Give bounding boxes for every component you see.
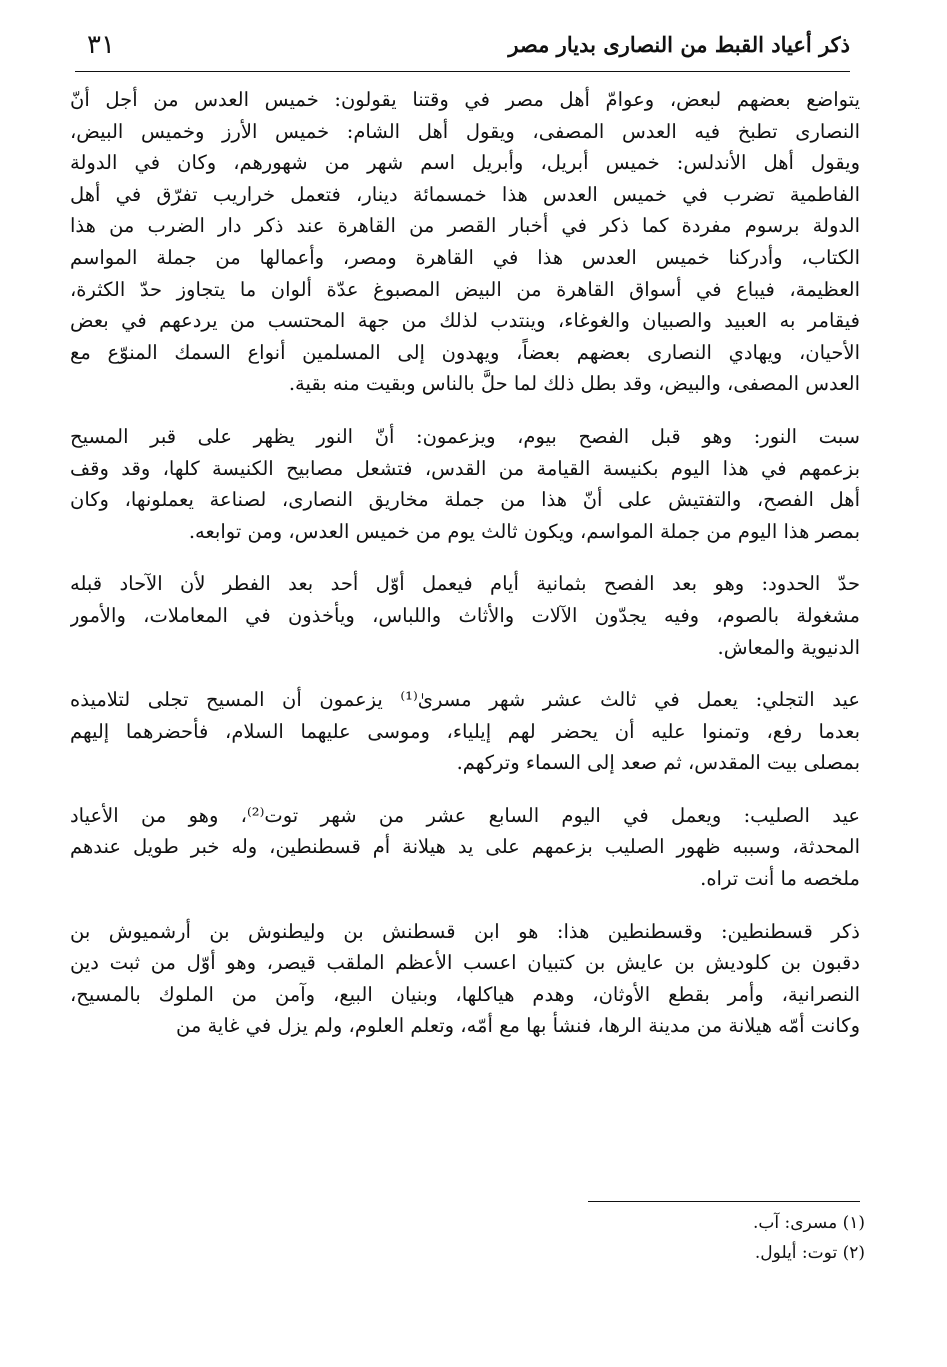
footnote: (٢) توت: أيلول. <box>754 1243 865 1263</box>
text-line: أهل الفصح، والتفتيش على أنّ هذا من جملة مخاريق النصارى، لصناعة يعملونها، وكان <box>70 488 860 512</box>
text-line: الكتاب، وأدركنا خميس العدس هذا في القاهرة ومصر، وأعمالها من جملة المواسم <box>70 245 860 269</box>
text-line: عيد التجلي: يعمل في ثالث عشر شهر مسرىٰ⁽¹⁾ يزعمون أن المسيح تجلى لتلاميذه <box>70 688 860 712</box>
footnote-rule <box>588 1201 860 1202</box>
text-line: دقبون بن كلوديش بن عايش بن كتبيان اعسب الأعظم الملقب قيصر، وهو أوّل من ثبت دين <box>70 951 860 975</box>
paragraph-gap <box>70 663 860 684</box>
paragraph-gap <box>70 400 860 421</box>
text-line: النصارى تطبخ فيه العدس المصفى، ويقول أهل الشام: خميس الأرز وخميس البيض، <box>70 119 860 143</box>
page-number: ٣١ <box>87 30 115 60</box>
text-line: فيقامر به العبيد والصبيان والغوغاء، وينتدب لذلك من جهة المحتسب من يردعهم في بعض <box>70 309 860 333</box>
text-line: بمصلى بيت المقدس، ثم صعد إلى السماء وتركهم. <box>456 751 860 775</box>
text-line: يتواضع بعضهم لبعض، وعوامّ أهل مصر في وقتنا يقولون: خميس العدس من أجل أنّ <box>70 88 860 111</box>
text-line: سبت النور: وهو قبل الفصح بيوم، ويزعمون: أنّ النور يظهر على قبر المسيح <box>70 424 860 448</box>
text-line: العدس المصفى، والبيض، وقد بطل ذلك لما حلَّ بالناس وبقيت منه بقية. <box>288 372 860 396</box>
paragraph-gap <box>70 779 860 800</box>
text-line: بزعمهم في هذا اليوم بكنيسة القيامة من القدس، فتشعل مصابيح الكنيسة كلها، وقد وقف <box>70 456 860 480</box>
text-line: ذكر قسطنطين: وقسطنطين هذا: هو ابن قسطنش بن وليطنوش بن أرشميوش بن <box>70 919 860 943</box>
text-line: المحدثة، وسببه ظهور الصليب بزعمهم على يد هيلانة أم قسطنطين، وله خبر طويل عندهم <box>70 835 860 859</box>
paragraph <box>70 84 860 400</box>
text-line: الدنيوية والمعاش. <box>717 635 860 659</box>
text-line: مشغولة بالصوم، وفيه يجدّون الآلات والأثاث واللباس، ويأخذون في المعاملات، والأمور <box>70 603 860 627</box>
text-line: الدولة برسوم مفردة كما ذكر في أخبار القصر من القاهرة عند ذكر دار الضرب من هذا <box>70 214 860 238</box>
paragraph-gap <box>70 547 860 568</box>
text-line: حدّ الحدود: وهو بعد الفصح بثمانية أيام فيعمل أوّل أحد بعد الفطر لأن الآحاد قبله <box>70 572 860 596</box>
text-line: النصرانية، وأمر بقطع الأوثان، وهدم هياكلها، وبنيان البيع، وآمن من الملوك بالمسيح، <box>70 982 860 1006</box>
text-line: ملخصه ما أنت تراه. <box>700 867 860 891</box>
text-line: بعدما رفع، وتمنوا عليه أن يحضر لهم إيلياء، وموسى عليهما السلام، فأحضرهما إليهم <box>70 719 860 743</box>
text-line: الأحيان، ويهادي النصارى بعضهم بعضاً، ويهدون إلى المسلمين أنواع السمك المنوّع مع <box>70 340 860 364</box>
text-line: الفاطمية تضرب في خميس العدس هذا خمسمائة دينار، فتعمل خراريب تفرّق في أهل <box>70 182 860 206</box>
running-title: ذكر أعياد القبط من النصارى بديار مصر <box>508 32 850 57</box>
footnotes <box>560 1208 865 1268</box>
footnote: (١) مسرى: آب. <box>752 1213 865 1233</box>
body-text <box>70 84 860 1042</box>
paragraph-gap <box>70 895 860 916</box>
paragraph <box>70 800 860 895</box>
paragraph <box>70 421 860 547</box>
page-header <box>75 22 850 70</box>
paragraph <box>70 916 860 1042</box>
text-line: عيد الصليب: ويعمل في اليوم السابع عشر من شهر توت⁽²⁾، وهو من الأعياد <box>70 803 860 827</box>
paragraph <box>70 568 860 663</box>
text-line: بمصر هذا اليوم من جملة المواسم، ويكون ثالث يوم من خميس العدس، ومن توابعه. <box>188 519 860 543</box>
paragraph <box>70 684 860 779</box>
header-rule <box>75 71 850 72</box>
text-line: ويقول أهل الأندلس: خميس أبريل، وأبريل اسم شهر من شهورهم، وكان في الدولة <box>70 151 860 175</box>
text-line: العظيمة، فيباع في أسواق القاهرة من البيض المصبوغ عدّة ألوان ما يتجاوز حدّ الكثرة، <box>70 277 860 301</box>
text-line: وكانت أمّه هيلانة من مدينة الرها، فنشأ بها مع أمّه، وتعلم العلوم، ولم يزل في غاية من <box>175 1014 860 1038</box>
